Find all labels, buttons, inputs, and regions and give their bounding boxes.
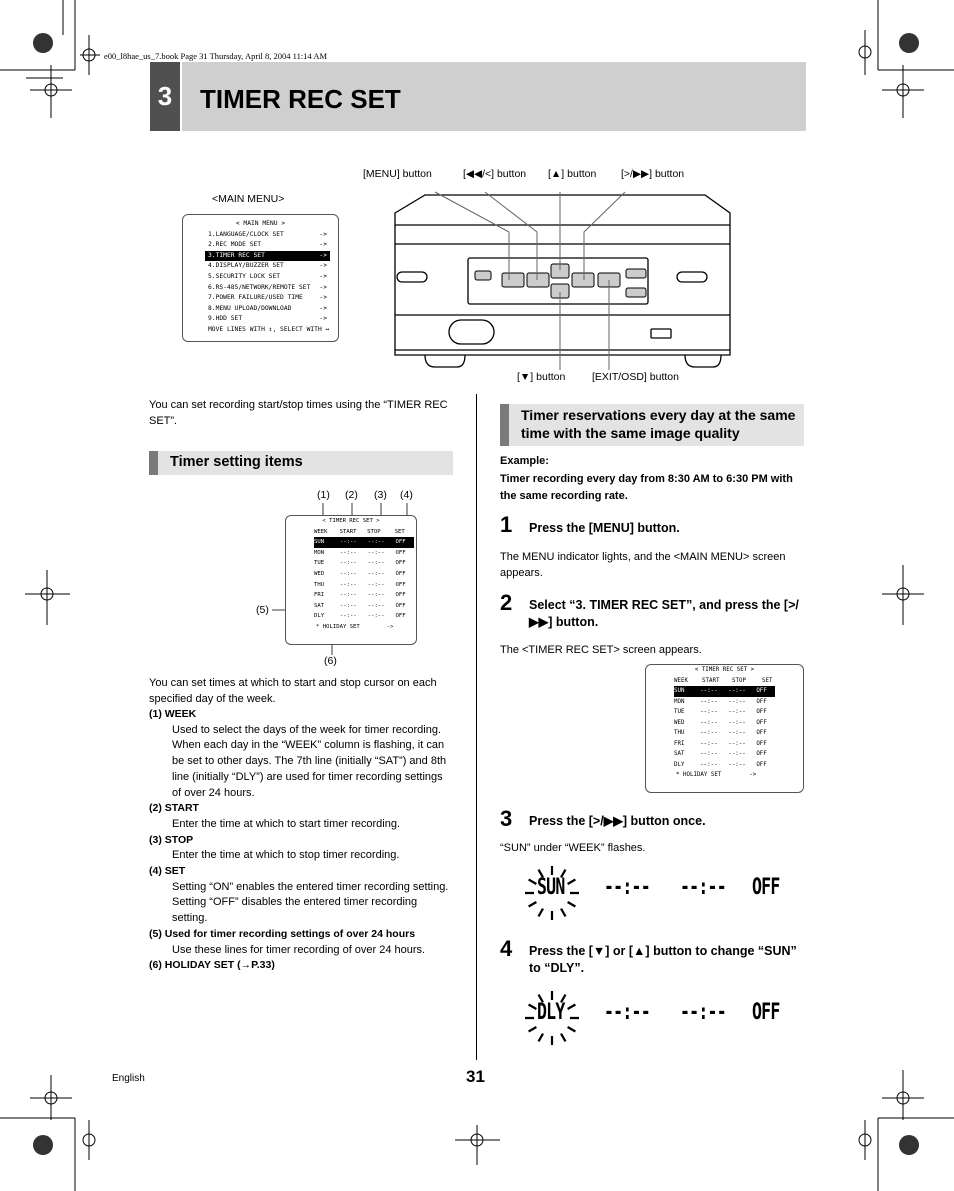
timer-cell: OFF [395,570,406,577]
step-3-title: Press the [>/▶▶] button once. [529,814,706,828]
timer-cell: --:-- [700,761,718,768]
timer-cell: --:-- [728,709,746,715]
item-body: Used to select the days of the week for timer recording. When each day in the “WEEK” column is flashing, it can be set to other days. The 7th line (initially “SAT”) and 8th line (initially “DLY”) are used for timer recording settings of over 24 hours. [172,723,447,799]
timer-row [314,590,414,601]
timer-cell: OFF [395,613,406,620]
timer-cell: --:-- [367,592,385,599]
menu-item [205,240,330,251]
flash-cell: --:-- [680,875,726,900]
menu-footer: MOVE LINES WITH ↕, SELECT WITH ↔ [208,325,330,333]
timer-cell: OFF [756,730,767,736]
menu-item [205,251,330,262]
column-divider [476,394,477,1060]
timer-row [674,707,775,718]
timer-cell: WED [314,570,325,577]
timer-cell: --:-- [339,613,357,620]
timer-row [314,537,414,548]
menu-title: < MAIN MENU > [235,220,286,227]
timer-row [674,718,775,729]
menu-item-label: 1.LANGUAGE/CLOCK SET [208,230,284,238]
item-heading: (1) WEEK [149,708,197,720]
column-header: START [702,677,720,684]
timer-rec-set-screen [645,664,804,793]
timer-cell: --:-- [700,709,718,715]
menu-item-label: 8.MENU UPLOAD/DOWNLOAD [208,304,292,312]
arrow-icon: -> [319,315,327,323]
intro-text: You can set recording start/stop times using the “TIMER REC SET”. [149,399,448,427]
item-body: Enter the time at which to stop timer recording. [172,849,400,862]
callout-1: (1) [317,489,330,501]
timer-items-list [149,707,454,974]
item-heading: (3) STOP [149,833,194,846]
timer-cell: OFF [756,688,767,694]
callout-2: (2) [345,489,358,501]
timer-cell: --:-- [728,740,746,747]
timer-row [314,569,414,580]
timer-cell: --:-- [339,602,357,609]
timer-cell: --:-- [700,698,718,705]
timer-cell: TUE [674,709,685,715]
timer-cell: DLY [314,613,325,620]
item-body: Enter the time at which to start timer recording. [172,817,401,830]
chapter-title-bar [182,62,806,131]
timer-cell: --:-- [700,740,718,747]
page-number: 31 [466,1067,485,1086]
menu-item [205,314,330,325]
item-body: Setting “OFF” disables the entered timer recording setting. [172,896,418,925]
flash-cell: --:-- [604,1000,650,1025]
timer-cell: SUN [674,688,685,694]
timer-cell: OFF [395,539,406,546]
timer-cell: FRI [674,740,685,747]
timer-cell: OFF [756,761,767,768]
timer-cell: --:-- [728,698,746,705]
timer-cell: SUN [314,539,325,546]
column-header: SET [394,528,405,535]
menu-item-label: 6.RS-485/NETWORK/REMOTE SET [208,283,311,291]
timer-header-row [646,676,803,687]
timer-row [674,739,775,750]
callout-3: (3) [374,489,387,501]
timer-cell: --:-- [339,539,357,546]
timer-cell: OFF [395,602,406,609]
chapter-title: TIMER REC SET [200,84,401,114]
step-4-number: 4 [500,936,513,961]
arrow-icon: -> [319,241,327,249]
exit-osd-button-callout: [EXIT/OSD] button [592,371,679,383]
timer-cell: OFF [756,719,767,726]
item-heading: (2) START [149,802,199,815]
timer-setting-items-heading: Timer setting items [149,451,453,475]
timer-cell: OFF [756,698,767,705]
timer-cell: OFF [395,549,406,556]
step-4-title: Press the [▼] or [▲] button to change “SUN” to “DLY”. [529,944,797,975]
menu-item [205,283,330,294]
timer-cell: OFF [395,581,406,588]
timer-screen-title: < TIMER REC SET > [322,518,380,524]
timer-cell: --:-- [700,730,718,736]
timer-cell: --:-- [728,751,746,757]
timer-row [314,611,414,622]
rewind-button [527,273,549,287]
timer-cell: OFF [395,592,406,599]
timer-cell: SAT [674,751,685,757]
timer-cell: THU [314,581,325,588]
callout-4: (4) [400,489,413,501]
example-text: Timer recording every day from 8:30 AM to 6:30 PM with the same recording rate. [500,473,793,502]
arrow-icon: -> [319,251,327,259]
step-3-number: 3 [500,806,513,831]
timer-cell: --:-- [367,581,385,588]
step-1-body: The MENU indicator lights, and the <MAIN MENU> screen appears. [500,551,786,579]
menu-item-label: 3.TIMER REC SET [208,251,265,259]
menu-item [205,230,330,241]
timer-screen-title: < TIMER REC SET > [694,667,755,673]
rewind-button-callout: [◀◀/<] button [463,168,527,180]
column-header: START [339,528,357,535]
timer-items-description: You can set times at which to start and stop cursor on each specified day of the week. [149,677,437,705]
timer-cell: OFF [756,709,767,715]
item-body: Use these lines for timer recording of over 24 hours. [172,943,426,956]
forward-button [572,273,594,287]
column-header: WEEK [314,528,328,535]
flash-cell: OFF [752,875,780,900]
timer-cell: --:-- [367,570,385,577]
timer-cell: --:-- [367,549,385,556]
menu-item [205,293,330,304]
timer-cell: --:-- [728,761,746,768]
timer-row [674,686,775,697]
timer-reservation-heading: Timer reservations every day at the same time with the same image quality [500,404,804,446]
arrow-icon: -> [319,304,327,312]
flash-cell: SUN [537,875,565,900]
timer-cell: SAT [314,602,325,609]
timer-cell: MON [674,698,685,705]
timer-cell: --:-- [367,560,385,567]
timer-row [674,728,775,739]
timer-cell: --:-- [367,602,385,609]
down-button-callout: [▼] button [517,371,566,383]
item-heading: (5) Used for timer recording settings of over 24 hours [149,927,416,940]
timer-cell: --:-- [700,688,718,694]
timer-cell: --:-- [339,581,357,588]
timer-row [314,558,414,569]
step-3-body: “SUN” under “WEEK” flashes. [500,842,646,854]
menu-item-label: 9.HDD SET [208,315,243,323]
menu-item-label: 5.SECURITY LOCK SET [208,272,281,280]
flash-cell: OFF [752,1000,780,1025]
timer-cell: OFF [756,740,767,747]
holiday-set-row: * HOLIDAY SET -> [676,772,757,778]
chapter-number: 3 [150,62,180,131]
dvr-front-panel-illustration [385,180,735,370]
timer-cell: --:-- [367,613,385,620]
timer-cell: --:-- [339,592,357,599]
arrow-icon: -> [319,272,327,280]
timer-cell: --:-- [700,719,718,726]
footer-language: English [112,1073,145,1084]
item-body: Setting “ON” enables the entered timer recording setting. [172,880,449,893]
menu-button [502,273,524,287]
arrow-icon: -> [319,283,327,291]
holiday-set-row: * HOLIDAY SET -> [316,623,394,630]
timer-cell: THU [674,730,685,736]
timer-rec-set-screen-diagram [285,515,417,645]
flash-cell: --:-- [680,1000,726,1025]
menu-item-label: 2.REC MODE SET [208,241,262,249]
timer-cell: --:-- [728,688,746,694]
menu-item-label: 7.POWER FAILURE/USED TIME [208,294,303,302]
timer-cell: --:-- [367,539,385,546]
timer-row [314,601,414,612]
timer-cell: --:-- [339,570,357,577]
step-1-number: 1 [500,512,513,537]
timer-row [674,697,775,708]
step-2-body: The <TIMER REC SET> screen appears. [500,644,702,656]
arrow-icon: -> [319,294,327,302]
timer-cell: OFF [395,560,406,567]
step-1-title: Press the [MENU] button. [529,521,680,535]
timer-cell: --:-- [700,751,718,757]
timer-header-row [286,527,416,538]
menu-item [205,304,330,315]
callout-5: (5) [256,604,269,616]
menu-button-callout: [MENU] button [363,168,432,180]
timer-cell: WED [674,719,685,726]
column-header: STOP [732,677,746,684]
forward-button-callout: [>/▶▶] button [621,168,685,180]
timer-row [674,760,775,771]
menu-item [205,272,330,283]
menu-item-label: 4.DISPLAY/BUZZER SET [208,262,284,270]
column-header: SET [762,677,773,684]
timer-cell: --:-- [728,719,746,726]
timer-cell: DLY [674,761,685,768]
step-2-title: Select “3. TIMER REC SET”, and press the [>/▶▶] button. [529,598,799,629]
flash-cell: DLY [537,1000,565,1025]
timer-cell: MON [314,549,325,556]
print-header: e00_l8hae_us_7.book Page 31 Thursday, April 8, 2004 11:14 AM [104,51,328,61]
main-menu-screen [182,214,339,342]
main-menu-label: <MAIN MENU> [212,193,285,205]
callout-6: (6) [324,655,337,667]
arrow-icon: -> [319,262,327,270]
timer-cell: FRI [314,592,325,599]
column-header: STOP [367,528,381,535]
timer-cell: TUE [314,560,325,567]
arrow-icon: -> [319,230,327,238]
menu-item [205,261,330,272]
timer-cell: OFF [756,751,767,757]
item-heading: (4) SET [149,865,186,878]
example-label: Example: [500,455,549,467]
timer-row [674,749,775,760]
flash-cell: --:-- [604,875,650,900]
timer-cell: --:-- [339,560,357,567]
timer-cell: --:-- [728,730,746,736]
timer-cell: --:-- [339,549,357,556]
step-2-number: 2 [500,590,513,615]
item-heading: (6) HOLIDAY SET (→P.33) [149,959,275,972]
up-button-callout: [▲] button [548,168,597,180]
timer-row [314,580,414,591]
timer-row [314,548,414,559]
column-header: WEEK [674,677,688,684]
